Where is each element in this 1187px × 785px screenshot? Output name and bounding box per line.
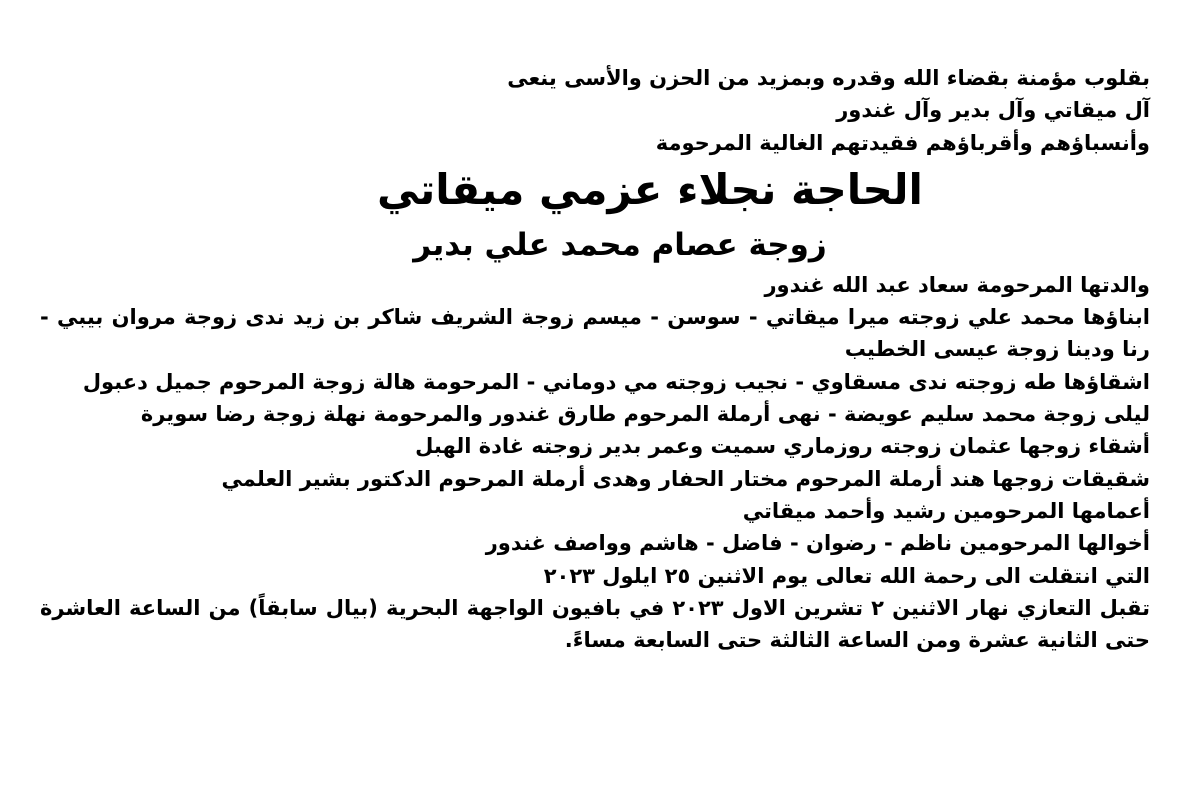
siblings-line: اشقاؤها طه زوجته ندى مسقاوي - نجيب زوجته مي دوماني - المرحومة هالة زوجة المرحوم جميل دعبول: [82, 369, 1150, 394]
intro-line: آل ميقاتي وآل بدير وآل غندور: [836, 98, 1150, 123]
deceased-name: الحاجة نجلاء عزمي ميقاتي: [377, 164, 923, 214]
sisters-line: ليلى زوجة محمد سليم عويضة - نهى أرملة المرحوم طارق غندور والمرحومة نهلة زوجة رضا سويرة: [140, 402, 1150, 427]
intro-line: وأنسباؤهم وأقرباؤهم فقيدتهم الغالية المرحومة: [655, 130, 1150, 155]
mother-line: والدتها المرحومة سعاد عبد الله غندور: [764, 272, 1150, 297]
obituary-notice: [40, 62, 1150, 656]
paternal-uncles-line: أعمامها المرحومين رشيد وأحمد ميقاتي: [742, 498, 1150, 523]
children-line: ابناؤها محمد علي زوجته ميرا ميقاتي - سوسن - ميسم زوجة الشريف شاكر بن زيد ندى زوجة مروان بيبي - رنا ودينا زوجة عيسى الخطيب: [40, 305, 1150, 362]
condolence-line: تقبل التعازي نهار الاثنين ٢ تشرين الاول ٢٠٢٣ في بافيون الواجهة البحرية (بيال سابقاً) من الساعة العاشرة حتى الثانية عشرة ومن الساعة الثالثة حتى السابعة مساءً.: [40, 595, 1150, 653]
intro-line: بقلوب مؤمنة بقضاء الله وقدره وبمزيد من الحزن والأسى ينعى: [507, 66, 1150, 90]
maternal-uncles-line: أخوالها المرحومين ناظم - رضوان - فاضل - هاشم وواصف غندور: [485, 531, 1150, 556]
husband-line: زوجة عصام محمد علي بدير: [413, 226, 827, 263]
sisters-in-law-line: شقيقات زوجها هند أرملة المرحوم مختار الحفار وهدى أرملة المرحوم الدكتور بشير العلمي: [221, 466, 1150, 491]
brothers-in-law-line: أشقاء زوجها عثمان زوجته روزماري سميت وعمر بدير زوجته غادة الهبل: [415, 434, 1150, 459]
death-date-line: التي انتقلت الى رحمة الله تعالى يوم الاثنين ٢٥ ايلول ٢٠٢٣: [543, 563, 1150, 588]
